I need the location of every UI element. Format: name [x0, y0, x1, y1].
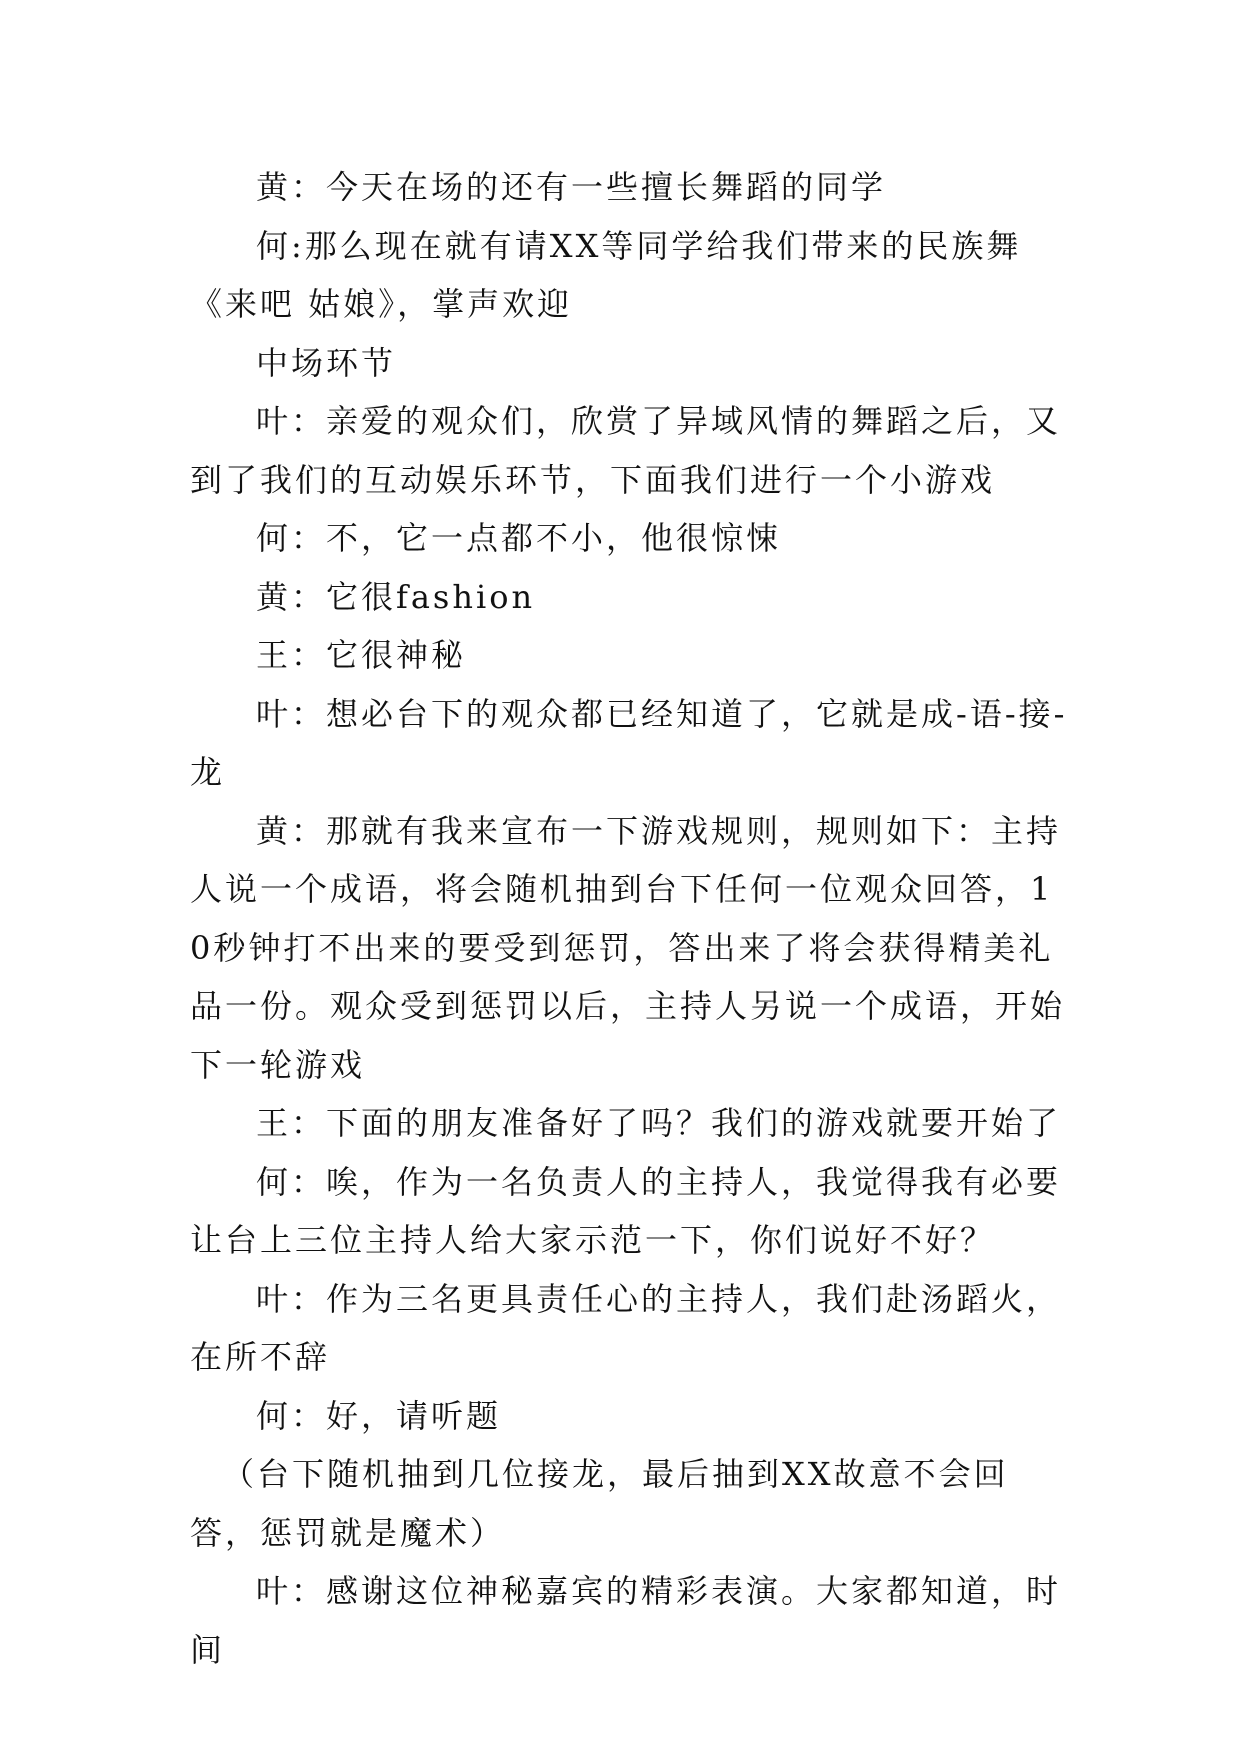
paragraph-huang-fashion: 黄：它很fashion: [256, 577, 536, 616]
paragraph-ye-interactive: 叶：亲爱的观众们，欣赏了异域风情的舞蹈之后，又到了我们的互动娱乐环节，下面我们进行一个小游戏: [190, 402, 1062, 499]
paragraph-ye-idiom-chain: 叶：想必台下的观众都已经知道了，它就是成-语-接-龙: [190, 694, 1068, 791]
paragraph-stage-direction: （台下随机抽到几位接龙，最后抽到XX故意不会回答，惩罚就是魔术）: [190, 1455, 1009, 1552]
paragraph-intermission-heading: 中场环节: [256, 343, 397, 382]
paragraph-huang-dancers: 黄：今天在场的还有一些擅长舞蹈的同学: [256, 168, 887, 206]
document-body: [190, 158, 1070, 1679]
paragraph-ye-responsibility: 叶：作为三名更具责任心的主持人，我们赴汤蹈火，在所不辞: [190, 1279, 1062, 1376]
paragraph-wang-ready: 王：下面的朋友准备好了吗？我们的游戏就要开始了: [256, 1104, 1062, 1142]
paragraph-he-folk-dance: 何:那么现在就有请XX等同学给我们带来的民族舞《来吧 姑娘》，掌声欢迎: [190, 226, 1022, 323]
paragraph-he-not-small: 何：不，它一点都不小，他很惊悚: [256, 519, 782, 557]
paragraph-he-listen: 何：好，请听题: [256, 1396, 502, 1435]
paragraph-he-demonstrate: 何：唉，作为一名负责人的主持人，我觉得我有必要让台上三位主持人给大家示范一下，你们说好不好？: [190, 1162, 1062, 1259]
paragraph-ye-thanks: 叶：感谢这位神秘嘉宾的精彩表演。大家都知道，时间: [190, 1572, 1062, 1669]
paragraph-wang-mysterious: 王：它很神秘: [256, 636, 467, 674]
paragraph-huang-rules: 黄：那就有我来宣布一下游戏规则，规则如下：主持人说一个成语，将会随机抽到台下任何一位观众回答，10秒钟打不出来的要受到惩罚，答出来了将会获得精美礼品一份。观众受到惩罚以后，主持人另说一个成语，开始下一轮游戏: [190, 811, 1066, 1084]
